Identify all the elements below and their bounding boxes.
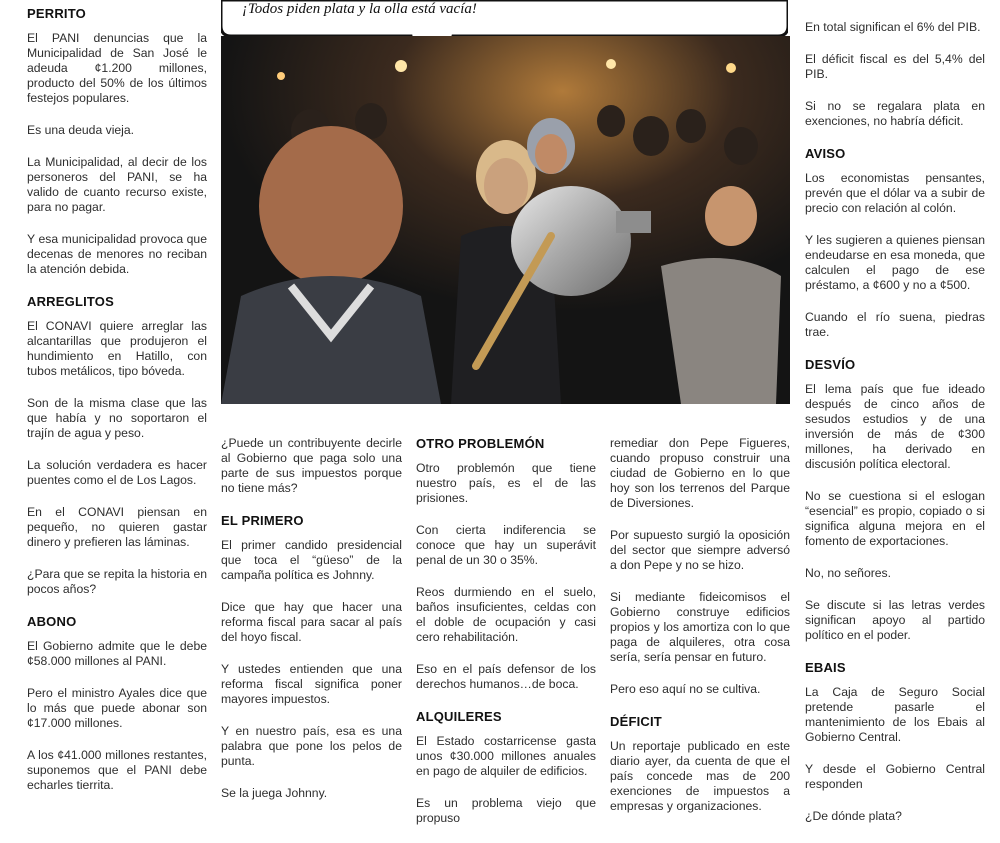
paragraph: El Estado costarricense gasta unos ¢30.000 millones anuales en pago de alquiler de edificios. [416,734,596,778]
section-alquileres [416,709,596,826]
paragraph: Es un problema viejo que propuso [416,796,596,825]
section-ebais [805,660,985,824]
speech-bubble-quote: ¡Todos piden plata y la olla está vacía! [242,1,477,17]
paragraph: Es una deuda vieja. [27,123,135,137]
paragraph: Y les sugieren a quienes piensan endeudarse en esa moneda, que calculen el pago de ese préstamo, a ¢600 y no a ¢500. [805,233,985,292]
paragraph: Eso en el país defensor de los derechos humanos…de boca. [416,662,596,691]
paragraph: ¿Para que se repita la historia en pocos años? [27,567,207,596]
paragraph: La Caja de Seguro Social pretende pasarle el mantenimiento de los Ebais al Gobierno Central. [805,685,985,744]
paragraph: Cuando el río suena, piedras trae. [805,310,985,339]
paragraph: Otro problemón que tiene nuestro país, es el de las prisiones. [416,461,596,505]
paragraph: Pero eso aquí no se cultiva. [610,682,761,696]
paragraph: Dice que hay que hacer una reforma fiscal para sacar al país del hoyo fiscal. [221,600,402,644]
paragraph: Y esa municipalidad provoca que decenas de menores no reciban la atención debida. [27,232,207,276]
heading-perrito: PERRITO [27,6,86,21]
heading-abono: ABONO [27,614,77,629]
paragraph: La solución verdadera es hacer puentes como el de Los Lagos. [27,458,207,487]
paragraph: No, no señores. [805,566,892,580]
heading-deficit: DÉFICIT [610,714,662,729]
section-aviso [805,146,985,340]
heading-desvio: DESVÍO [805,357,856,372]
paragraph: El Gobierno admite que le debe ¢58.000 millones al PANI. [27,639,207,668]
paragraph: El primer candido presidencial que toca el “güeso” de la campaña política es Johnny. [221,538,402,582]
paragraph: El déficit fiscal es del 5,4% del PIB. [805,52,985,81]
paragraph: Por supuesto surgió la oposición del sector que siempre adversó a don Pepe y no se hizo. [610,528,790,572]
section-el-primero [221,513,402,801]
column-5 [805,20,985,841]
paragraph: Se la juega Johnny. [221,786,328,800]
paragraph: Con cierta indiferencia se conoce que hay un superávit penal de un 30 o 35%. [416,523,596,567]
paragraph: El CONAVI quiere arreglar las alcantarillas que produjeron el hundimiento en Hatillo, con tubos metálicos, tipo bóveda. [27,319,207,378]
paragraph: El lema país que fue ideado después de cinco años de sesudos estudios y de una inversión de más de ¢300 millones, ha derivado en discusión política electoral. [805,382,985,471]
section-deficit [610,714,790,814]
section-arreglitos [27,294,207,597]
paragraph: Se discute si las letras verdes significan apoyo al partido político en el poder. [805,598,985,642]
paragraph: Y desde el Gobierno Central responden [805,762,985,791]
paragraph: Son de la misma clase que las que había y no soportaron el trajín de agua y peso. [27,396,207,440]
paragraph: Y en nuestro país, esa es una palabra que pone los pelos de punta. [221,724,402,768]
heading-arreglitos: ARREGLITOS [27,294,114,309]
column-2 [221,436,402,818]
section-abono [27,614,207,793]
paragraph: Si no se regalara plata en exenciones, no habría déficit. [805,99,985,128]
paragraph: A los ¢41.000 millones restantes, suponemos que el PANI debe echarles tierrita. [27,748,207,792]
paragraph: Reos durmiendo en el suelo, baños insuficientes, celdas con el doble de ocupación y casi cero rehabilitación. [416,585,596,644]
section-otro-problemon [416,436,596,692]
paragraph: Un reportaje publicado en este diario ayer, da cuenta de que el país concede mas de 200 exenciones de impuestos a empresas y organizaciones. [610,739,790,813]
paragraph: Pero el ministro Ayales dice que lo más que puede abonar son ¢17.000 millones. [27,686,207,730]
column-3 [416,436,596,843]
paragraph: Y ustedes entienden que una reforma fiscal significa poner mayores impuestos. [221,662,402,706]
heading-aviso: AVISO [805,146,846,161]
paragraph: remediar don Pepe Figueres, cuando propuso construir una ciudad de Gobierno en lo que hoy son los terrenos del Parque de Diversiones. [610,436,790,510]
heading-el-primero: EL PRIMERO [221,513,304,528]
paragraph: Si mediante fideicomisos el Gobierno construye edificios propios y los amortiza con lo que paga de alquileres, otra cosa sería, sería pensar en futuro. [610,590,790,664]
protest-photo [221,36,790,404]
section-perrito [27,6,207,277]
heading-ebais: EBAIS [805,660,846,675]
paragraph: En total significan el 6% del PIB. [805,20,981,34]
paragraph: ¿Puede un contribuyente decirle al Gobierno que paga solo una parte de sus impuestos porque no tiene más? [221,436,402,495]
paragraph: En el CONAVI piensan en pequeño, no quieren gastar dinero y prefieren las láminas. [27,505,207,549]
column-1 [27,6,207,810]
paragraph: No se cuestiona si el eslogan “esencial” es propio, copiado o si significa alguna mejora en el fomento de exportaciones. [805,489,985,548]
heading-alquileres: ALQUILERES [416,709,502,724]
paragraph: ¿De dónde plata? [805,809,902,823]
column-4 [610,436,790,831]
heading-otro-problemon: OTRO PROBLEMÓN [416,436,545,451]
paragraph: Los economistas pensantes, prevén que el dólar va a subir de precio con relación al colón. [805,171,985,215]
paragraph: La Municipalidad, al decir de los personeros del PANI, se ha valido de cuanto recurso existe, para no pagar. [27,155,207,214]
section-desvio [805,357,985,643]
paragraph: El PANI denuncias que la Municipalidad de San José le adeuda ¢1.200 millones, producto del 50% de los últimos festejos populares. [27,31,207,105]
